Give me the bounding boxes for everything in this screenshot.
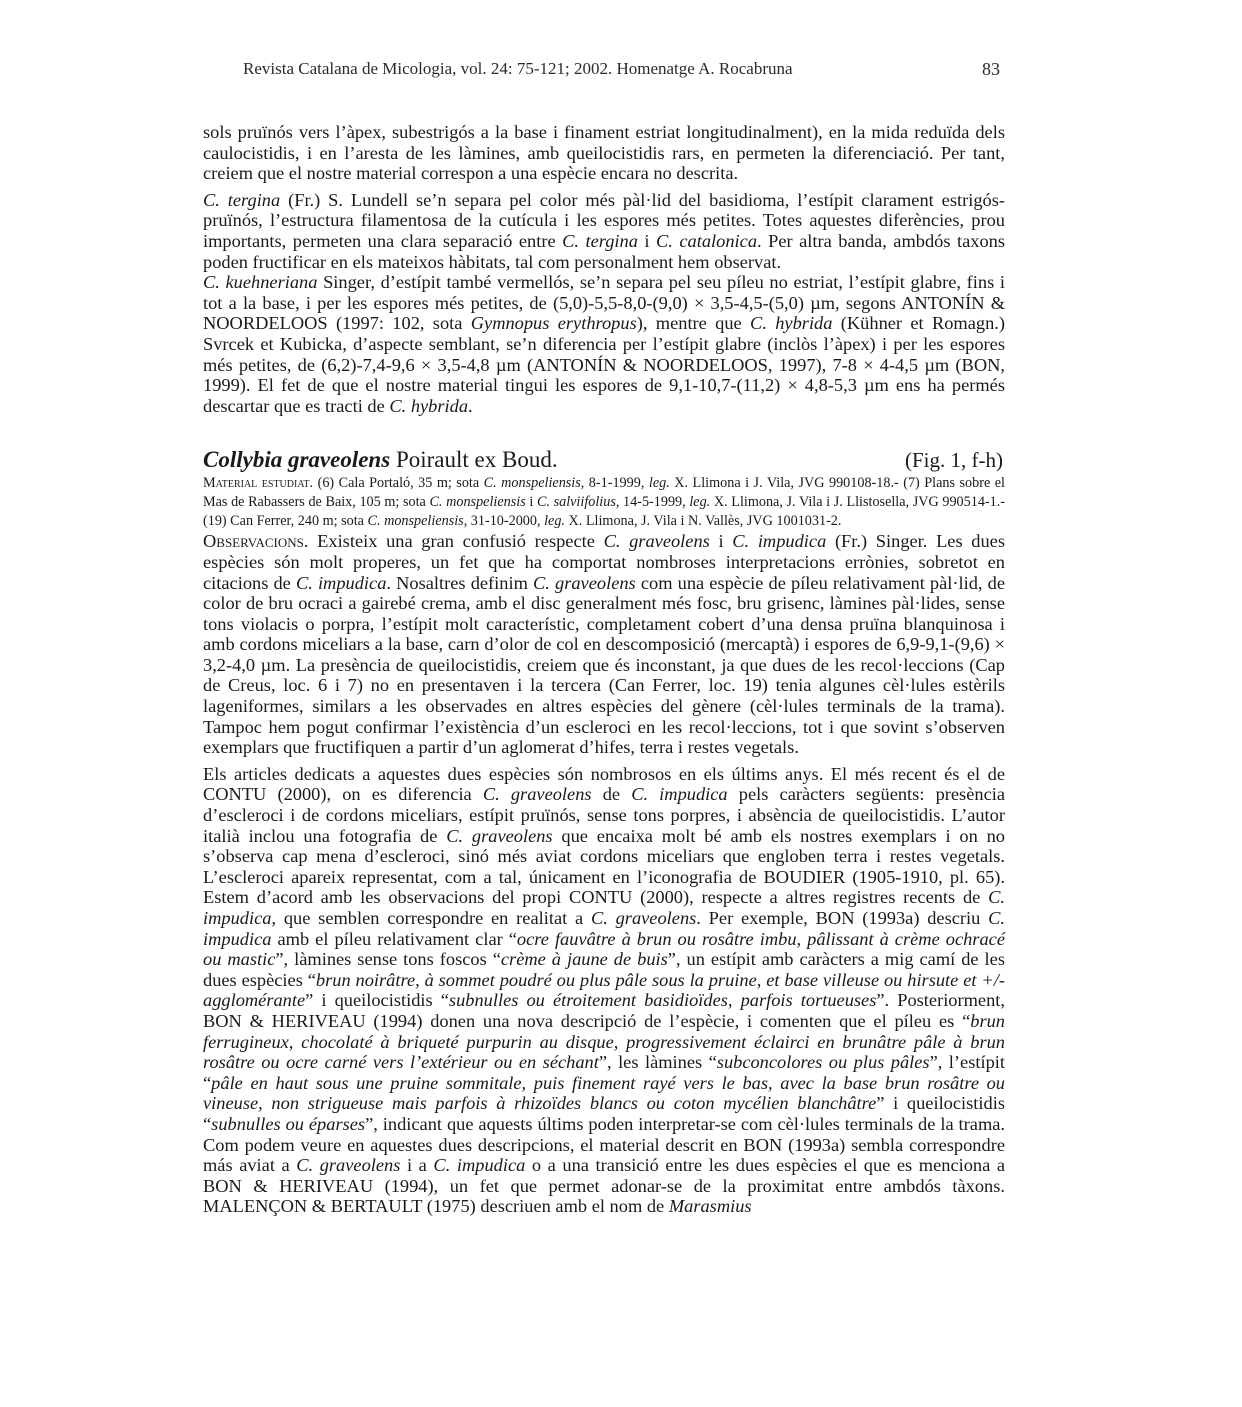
text-run: i a: [400, 1155, 434, 1176]
text-run: ”, les làmines “: [598, 1052, 717, 1073]
text-run: que encaixa molt bé amb els nostres exemplars i on no s’observa cap mena d’escleroci, sinó més aviat cordons miceliars que engloben terra i restes vegetals. L’escleroci apareix representat, com a tal, únicament en l’iconografia de BOUDIER (1905-1910, pl. 65). Estem d’acord amb les observacions del propi CONTU (2000), respecte a altres registres recents de: [203, 825, 1005, 908]
quoted-description: brun ferrugineux, chocolaté à briqueté purpurin au disque, progressivement éclairci en brunâtre pâle à brun rosâtre ou ocre carné vers l’extérieur ou en séchant: [203, 1010, 1005, 1073]
text-run: . Per altra banda, ambdós taxons poden fructificar en els mateixos hàbitats, tal com personalment hem observat.: [203, 230, 1006, 272]
text-run: (6) Cala Portaló, 35 m; sota: [313, 475, 484, 492]
text-run: ”, l’estípit “: [203, 1052, 1005, 1093]
abbrev: leg.: [544, 513, 565, 530]
abbrev: leg.: [689, 494, 711, 511]
paragraph-continuation: sols pruïnós vers l’àpex, subestrigós a la base i finament estriat longitudinalment), en la mida reduïda dels caulocistidis, i en l’aresta de les làmines, amb queilocistidis rars, en permeten la diferenciació. Per tant, creiem que el nostre material correspon a una espècie encara no descrita.: [203, 122, 1005, 184]
text-run: , 8-1-1999,: [580, 475, 649, 492]
text-run: X. Llimona i J. Vila, JVG 990108-18.- (7) Plans sobre el Mas de Rabassers de Baix, 105 m; sota: [203, 475, 1005, 511]
running-header: [243, 58, 1000, 80]
text-run: .: [468, 395, 473, 416]
taxon-name: C. graveolens: [482, 784, 592, 805]
text-run: X. Llimona, J. Vila i J. Llistosella, JVG 990514-1.- (19) Can Ferrer, 240 m; sota: [203, 494, 1006, 530]
material-studied: [203, 474, 1005, 531]
taxon-name: C. impudica: [203, 887, 1005, 928]
text-run: Existeix una gran confusió respecte: [308, 531, 604, 552]
text-run: , que semblen correspondre en realitat a: [271, 908, 591, 928]
quoted-description: subnulles ou étroitement basidioïdes, parfois tortueuses: [448, 990, 877, 1011]
quoted-description: crème à jaune de buis: [500, 949, 668, 970]
text-run: X. Llimona, J. Vila i N. Vallès, JVG 1001031-2.: [564, 513, 842, 530]
text-run: ”, indicant que aquests últims poden interpretar-se com cèl·lules terminals de la trama. Com podem veure en aquestes dues descripcions, el material descrit en BON (1993a) sembla correspondre más aviat a: [203, 1113, 1006, 1176]
taxon-name: C. hybrida: [389, 395, 469, 416]
section-label: Material estudiat.: [203, 475, 314, 492]
text-run: Singer, d’estípit també vermellós, se’n separa pel seu píleu no estriat, l’estípit glabre, fins i tot a la base, i per les espores més petites, de (5,0)-5,5-8,0-(9,0) × 3,5-4,5-(5,0) µm, segons ANTONÍN & NOORDELOOS (1997: 102, sota: [203, 272, 1005, 334]
text-run: ”. Posteriorment, BON & HERIVEAU (1994) donen una nova descripció de l’espècie, i comenten que el píleu es “: [203, 990, 1005, 1031]
text-run: o a una transició entre les dues espècies el que es menciona a BON & HERIVEAU (1994), un fet que permet adonar-se de la proximitat entre ambdós tàxons. MALENÇON & BERTAULT (1975) descriuen amb el nom de: [203, 1155, 1006, 1217]
taxon-name: C. monspeliensis: [483, 475, 581, 492]
text-run: i: [637, 230, 657, 251]
taxon-name: C. impudica: [631, 784, 728, 805]
text-run: pels caràcters següents: presència d’escleroci i de cordons miceliars, estípit pruïnós, sense tons porpres, i absència de queilocistidis. L’autor italià inclou una fotografia de: [203, 784, 1005, 846]
text-run: . Nosaltres definim: [386, 572, 534, 593]
figure-reference: (Fig. 1, f-h): [905, 448, 1003, 473]
quoted-description: brun noirâtre, à sommet poudré ou plus pâle sous la pruine, et base villeuse ou hirsute et +/- agglomérante: [203, 969, 1005, 1011]
species-heading: [203, 446, 1005, 474]
taxon-name: C. impudica: [203, 908, 1006, 949]
text-run: ” i queilocistidis “: [203, 1093, 1005, 1134]
quoted-description: ocre fauvâtre à brun ou rosâtre imbu, pâlissant à crème ochracé ou mastic: [203, 928, 1005, 970]
text-run: Els articles dedicats a aquestes dues espècies són nombrosos en els últims anys. El més recent és el de CONTU (2000), on es diferencia: [203, 763, 1005, 805]
text-run: com una espècie de píleu relativament pàl·lid, de color de bru ocraci a gairebé crema, amb el disc generalment més fosc, bru grisenc, làmines pàl·lides, sense tons violacis o porpra, l’estípit molt característic, completament cobert d’una densa pruïna blanquinosa i amb cordons miceliars a la base, carn d’olor de col en descomposició (mercaptà) i espores de 6,9-9,1-(9,6) × 3,2-4,0 µm. La presència de queilocistidis, creiem que és inconstant, ja que dues de les recol·leccions (Cap de Creus, loc. 6 i 7) no en presentaven i la tercera (Can Ferrer, loc. 19) tenia algunes cèl·lules estèrils lageniformes, similars a les observades en altres espècies del gènere (cèl·lules terminals de la trama). Tampoc hem pogut confirmar l’existència d’un escleroci en les recol·leccions, tot i que sovint s’observen exemplars que fructifiquen a partir d’un aglomerat d’hifes, terra i restes vegetals.: [203, 572, 1006, 758]
text-run: (Kühner et Romagn.) Svrcek et Kubicka, d’aspecte semblant, se’n diferencia per l’estípit glabre (inclòs l’àpex) i per les espores més petites, de (6,2)-7,4-9,6 × 3,5-4,8 µm (ANTONÍN & NOORDELOOS, 1997), 7-8 × 4-4,5 µm (BON, 1999). El fet de que el nostre material tingui les espores de 9,1-10,7-(11,2) × 4,8-5,3 µm ens ha permés descartar que es tracti de: [203, 313, 1005, 416]
text-run: i: [709, 531, 733, 552]
paragraph-c-tergina: [203, 190, 1005, 272]
taxon-name: C. graveolens: [446, 825, 553, 846]
article-body: [203, 122, 1005, 1217]
species-author: Poirault ex Boud.: [390, 447, 558, 473]
taxon-name: C. monspeliensis: [367, 513, 464, 530]
text-run: . Per exemple, BON (1993a) descriu: [696, 908, 989, 928]
quoted-description: subnulles ou éparses: [211, 1113, 366, 1134]
taxon-name: C. graveolens: [590, 908, 697, 928]
taxon-name: Gymnopus erythropus: [470, 313, 637, 334]
abbrev: leg.: [648, 475, 670, 492]
paragraph-observacions: [203, 531, 1005, 758]
taxon-name: C. tergina: [203, 189, 281, 210]
text-run: ), mentre que: [636, 313, 751, 334]
text-run: (Fr.) S. Lundell se’n separa pel color més pàl·lid del basidioma, l’estípit clarament estrigós-pruïnós, l’estructura filamentosa de la cutícula i les espores més petites. Totes aquestes diferències, prou importants, permeten una clara separació entre: [203, 189, 1005, 251]
text-run: (Fr.) Singer. Les dues espècies són molt properes, un fet que ha comportat nombroses interpretacions errònies, sobretot en citacions de: [203, 531, 1005, 593]
taxon-name: C. impudica: [433, 1155, 526, 1176]
text-run: amb el píleu relativament clar “: [271, 928, 517, 949]
journal-citation: Revista Catalana de Micologia, vol. 24: 75-121; 2002. Homenatge A. Rocabruna: [243, 59, 793, 78]
paragraph-c-kuehneriana: [203, 272, 1005, 416]
text-run: , 31-10-2000,: [463, 513, 545, 530]
species-name: Collybia graveolens: [203, 447, 391, 473]
quoted-description: pâle en haut sous une pruine sommitale, puis finement rayé vers le bas, avec la base brun rosâtre ou vineuse, non strigueuse mais parfois à rhizoïdes blancs ou coton mycélien blanchâtre: [203, 1072, 1005, 1114]
taxon-name: C. salviifolius: [536, 494, 616, 511]
text-run: , 14-5-1999,: [615, 494, 690, 511]
taxon-name: C. impudica: [732, 531, 827, 552]
taxon-name: C. hybrida: [750, 313, 833, 334]
taxon-name: C. catalonica: [656, 230, 758, 251]
section-label: Observacions.: [203, 531, 309, 552]
page-number: 83: [982, 59, 1000, 79]
text-run: ”, un estípit amb caràcters a mig camí de les dues espècies “: [203, 949, 1005, 990]
taxon-name: C. graveolens: [296, 1155, 401, 1176]
taxon-name: Marasmius: [668, 1196, 752, 1217]
quoted-description: subconcolores ou plus pâles: [716, 1052, 930, 1073]
paragraph-articles: [203, 764, 1005, 1217]
text-run: ” i queilocistidis “: [305, 990, 449, 1011]
taxon-name: C. monspeliensis: [429, 494, 526, 511]
taxon-name: C. graveolens: [603, 531, 710, 552]
taxon-name: C. impudica: [295, 572, 387, 593]
text-run: de: [591, 784, 632, 805]
taxon-name: C. graveolens: [533, 572, 636, 593]
taxon-name: C. tergina: [562, 230, 638, 251]
text-run: i: [525, 494, 537, 511]
text-run: ”, làmines sense tons foscos “: [275, 949, 501, 970]
taxon-name: C. kuehneriana: [203, 272, 318, 293]
